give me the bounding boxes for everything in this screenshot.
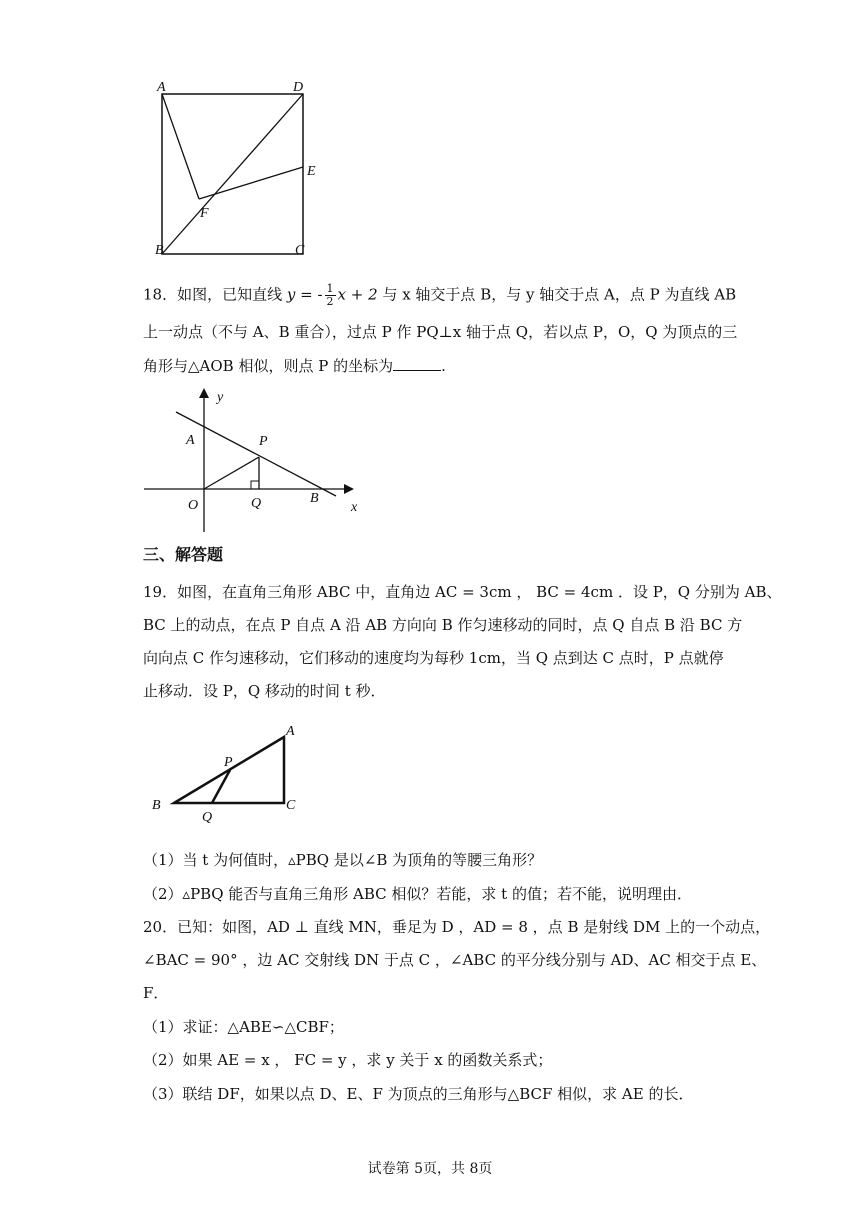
section-heading: 三、解答题 [143, 545, 224, 564]
label-y: y [217, 390, 224, 405]
q19-line3: 向向点 C 作匀速移动，它们移动的速度均为每秒 1cm，当 Q 点到达 C 点时，P 点就停 [143, 649, 724, 667]
y-axis-arrow [199, 388, 209, 398]
label-x: x [351, 500, 358, 515]
label-p: P [259, 434, 268, 449]
label-p: P [224, 755, 233, 770]
segment-af [162, 94, 199, 199]
label-d: D [293, 80, 304, 95]
x-axis-arrow [344, 484, 354, 494]
q18-line3-pre: 角形与△AOB 相似，则点 P 的坐标为 [143, 357, 394, 375]
label-b: B [310, 491, 319, 506]
line-ab [176, 412, 336, 496]
q20-sub3: （3）联结 DF，如果以点 D、E、F 为顶点的三角形与△BCF 相似，求 AE 的长． [143, 1085, 694, 1103]
answer-blank [393, 356, 441, 371]
q18-line2: 上一动点（不与 A、B 重合），过点 P 作 PQ⊥x 轴于点 Q，若以点 P，O，Q 为顶点的三 [143, 323, 738, 341]
q20-line1: 20．已知：如图，AD ⊥ 直线 MN，垂足为 D ，AD = 8 ，点 B 是射线 DM 上的一个动点， [143, 918, 771, 936]
q18-eq-y: y [286, 285, 296, 304]
q19-line4: 止移动．设 P，Q 移动的时间 t 秒． [143, 682, 386, 700]
q18-frac-den: 2 [326, 295, 334, 308]
q20-line3: F． [143, 984, 169, 1002]
q18-line3-post: . [441, 357, 446, 375]
figure-square-abcd [150, 78, 330, 268]
q19-sub2: （2）▵PBQ 能否与直角三角形 ABC 相似？若能，求 t 的值；若不能，说明理由． [143, 885, 692, 903]
page-footer: 试卷第 5页，共 8页 [367, 1161, 493, 1177]
label-a: A [157, 80, 166, 95]
label-b: B [155, 243, 164, 258]
q18-eq-eq: = - [295, 285, 323, 304]
label-b: B [152, 798, 161, 813]
q18-line1-post: 与 x 轴交于点 B，与 y 轴交于点 A，点 P 为直线 AB [382, 285, 737, 304]
q18-line1-pre: 18．如图，已知直线 [143, 285, 283, 304]
right-angle-mark [251, 481, 259, 489]
label-a: A [286, 724, 295, 739]
figure-right-triangle-abc [145, 718, 315, 828]
q18-line1 [143, 283, 833, 308]
q19-line1: 19．如图，在直角三角形 ABC 中，直角边 AC = 3cm ， BC = 4cm ．设 P，Q 分别为 AB、 [143, 583, 782, 601]
q19-line2: BC 上的动点，在点 P 自点 A 沿 AB 方向向 B 作匀速移动的同时，点 Q 自点 B 沿 BC 方 [143, 616, 743, 634]
figure-coordinate-axes [140, 384, 380, 534]
q18-frac-num: 1 [326, 282, 334, 295]
label-c: C [295, 243, 305, 258]
q19-sub1: （1）当 t 为何值时，▵PBQ 是以∠B 为顶角的等腰三角形？ [143, 851, 543, 869]
q18-eq-rest: x + 2 [337, 285, 378, 304]
label-o: O [188, 498, 199, 513]
q18-fraction [325, 283, 336, 308]
label-q: Q [202, 810, 213, 825]
label-q: Q [251, 496, 262, 511]
label-e: E [307, 164, 316, 179]
q18-line3 [143, 356, 833, 376]
label-f: F [200, 206, 209, 221]
label-c: C [286, 798, 296, 813]
segment-fe [199, 167, 303, 199]
q20-line2: ∠BAC = 90° ，边 AC 交射线 DN 于点 C ，∠ABC 的平分线分别与 AD、AC 相交于点 E、 [143, 951, 767, 969]
q20-sub1: （1）求证：△ABE∽△CBF； [143, 1018, 344, 1036]
label-a: A [186, 433, 195, 448]
q20-sub2: （2）如果 AE = x ， FC = y ，求 y 关于 x 的函数关系式； [143, 1051, 553, 1069]
